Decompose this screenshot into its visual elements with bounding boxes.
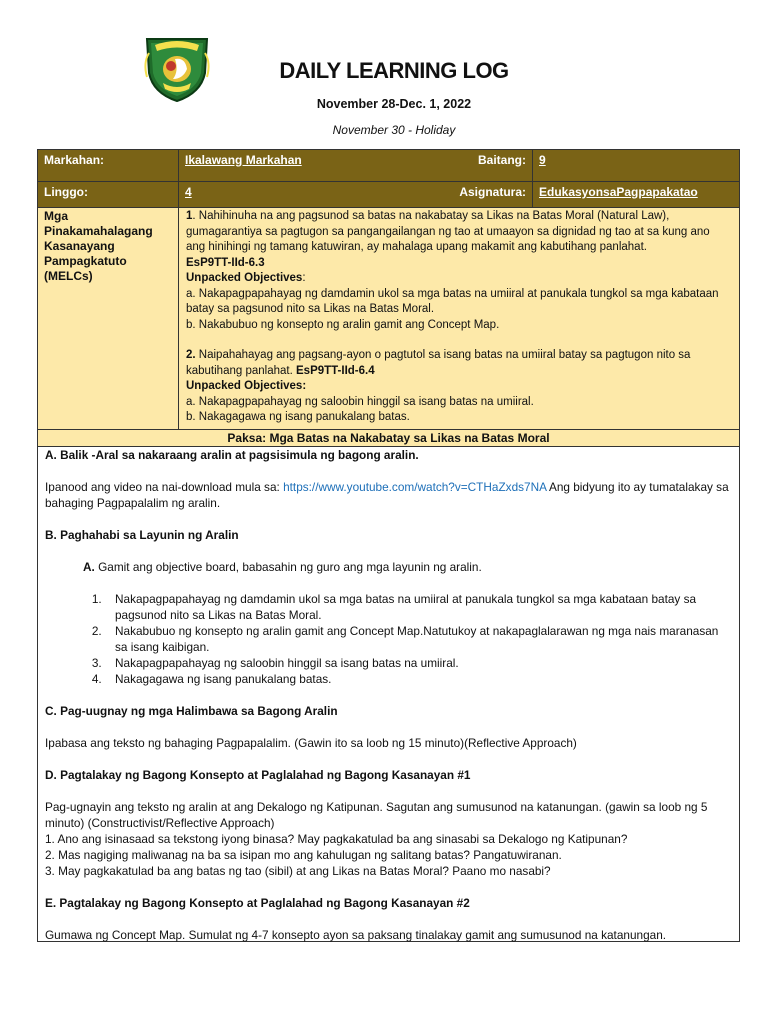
melc-item-2: 2. Naipahahayag ang pagsang-ayon o pagtutol sa isang batas na umiiral batay sa pagtugon nito sa kabutihang panlahat. EsP9TT-IId-6.4 [186, 349, 691, 377]
list-item: 3. Nakapagpapahayag ng saloobin hinggil sa isang batas na umiiral. [105, 655, 732, 671]
section-a-title: A. Balik -Aral sa nakaraang aralin at pagsisimula ng bagong aralin. [45, 448, 419, 462]
linggo-row [38, 182, 739, 208]
section-a-text: Ipanood ang video na nai-download mula sa: https://www.youtube.com/watch?v=CTHaZxds7NA Ang bidyung ito ay tumatalakay sa bahaging Pagpapalalim ng aralin. [45, 480, 729, 510]
holiday-note: November 30 - Holiday [332, 123, 456, 137]
objectives-list [45, 591, 732, 687]
section-d-title: D. Pagtalakay ng Bagong Konsepto at Paglalahad ng Bagong Kasanayan #1 [45, 768, 471, 782]
objective-1a: a. Nakapagpapahayag ng damdamin ukol sa mga batas na umiiral at panukala tungkol sa mga kabataan batay sa pagsunod nito sa Likas na Batas Moral. [186, 287, 719, 315]
section-b-title: B. Paghahabi sa Layunin ng Aralin [45, 528, 239, 542]
objectives-heading-2: Unpacked Objectives: [186, 380, 307, 392]
melcs-row [38, 208, 739, 430]
melcs-label: Mga Pinakamahalagang Kasanayang Pampagkatuto (MELCs) [38, 208, 179, 429]
baitang-value: 9 [539, 153, 546, 167]
section-d-question-1: 1. Ano ang isinasaad sa tekstong iyong binasa? May pagkakatulad ba ang sinasabi sa Dekalogo ng Katipunan? [45, 832, 628, 846]
markahan-value: Ikalawang Markahan [185, 153, 302, 167]
objective-2b: b. Nakagagawa ng isang panukalang batas. [186, 411, 410, 423]
markahan-label: Markahan: [38, 150, 179, 181]
linggo-label: Linggo: [38, 182, 179, 207]
asignatura-label: Asignatura: [429, 182, 533, 207]
list-item: 4. Nakagagawa ng isang panukalang batas. [105, 671, 732, 687]
list-item: 2. Nakabubuo ng konsepto ng aralin gamit ang Concept Map.Natutukoy at nakapaglalarawan ng mga nais maranasan sa isang kaibigan. [105, 623, 732, 655]
melc-code-1: EsP9TT-IId-6.3 [186, 256, 265, 269]
objective-2a: a. Nakapagpapahayag ng saloobin hinggil sa isang batas na umiiral. [186, 395, 534, 408]
section-c-text: Ipabasa ang teksto ng bahaging Pagpapalalim. (Gawin ito sa loob ng 15 minuto)(Reflective Approach) [45, 736, 577, 750]
section-e-text: Gumawa ng Concept Map. Sumulat ng 4-7 konsepto ayon sa paksang tinalakay gamit ang sumusunod na katanungan. [45, 928, 667, 942]
section-d-text: Pag-ugnayin ang teksto ng aralin at ang Dekalogo ng Katipunan. Sagutan ang sumusunod na katanungan. (gawin sa loob ng 5 minuto) (Constructivist/Reflective Approach) [45, 800, 708, 830]
list-item: 1. Nakapagpapahayag ng damdamin ukol sa mga batas na umiiral at panukala tungkol sa mga kabataan batay sa pagsunod nito sa Likas na Batas Moral. [105, 591, 732, 623]
asignatura-value: EdukasyonsaPagpapakatao [539, 185, 698, 199]
page-title: DAILY LEARNING LOG [279, 58, 509, 83]
section-c-title: C. Pag-uugnay ng mga Halimbawa sa Bagong Aralin [45, 704, 338, 718]
objectives-heading-1: Unpacked Objectives: [186, 272, 306, 284]
lesson-content [38, 447, 739, 941]
linggo-value: 4 [185, 185, 192, 199]
date-range: November 28-Dec. 1, 2022 [316, 97, 472, 111]
objective-1b: b. Nakabubuo ng konsepto ng aralin gamit ang Concept Map. [186, 318, 500, 331]
section-d-question-3: 3. May pagkakatulad ba ang batas ng tao (sibil) at ang Likas na Batas Moral? Paano mo nasabi? [45, 864, 551, 878]
section-b-lead: A. Gamit ang objective board, babasahin ng guro ang mga layunin ng aralin. [83, 560, 482, 574]
melcs-body [179, 208, 739, 429]
video-link[interactable]: https://www.youtube.com/watch?v=CTHaZxds7NA [283, 480, 547, 494]
learning-log-table [37, 149, 740, 942]
markahan-row [38, 150, 739, 182]
section-e-title: E. Pagtalakay ng Bagong Konsepto at Paglalahad ng Bagong Kasanayan #2 [45, 896, 470, 910]
baitang-label: Baitang: [429, 150, 533, 181]
section-d-question-2: 2. Mas nagiging maliwanag na ba sa isipan mo ang kahulugan ng salitang batas? Pangatuwiranan. [45, 848, 562, 862]
paksa-heading: Paksa: Mga Batas na Nakabatay sa Likas na Batas Moral [38, 430, 739, 447]
melc-item-1: 1. Nahihinuha na ang pagsunod sa batas na nakabatay sa Likas na Batas Moral (Natural Law), gumagarantiya sa pagtugon sa pangangailangan ng tao at umaayon sa dignidad ng tao at sa kung ano ang hinihingi ng tamang katuwiran, ay mahalaga upang makamit ang kabutihang panlahat. [186, 210, 710, 253]
